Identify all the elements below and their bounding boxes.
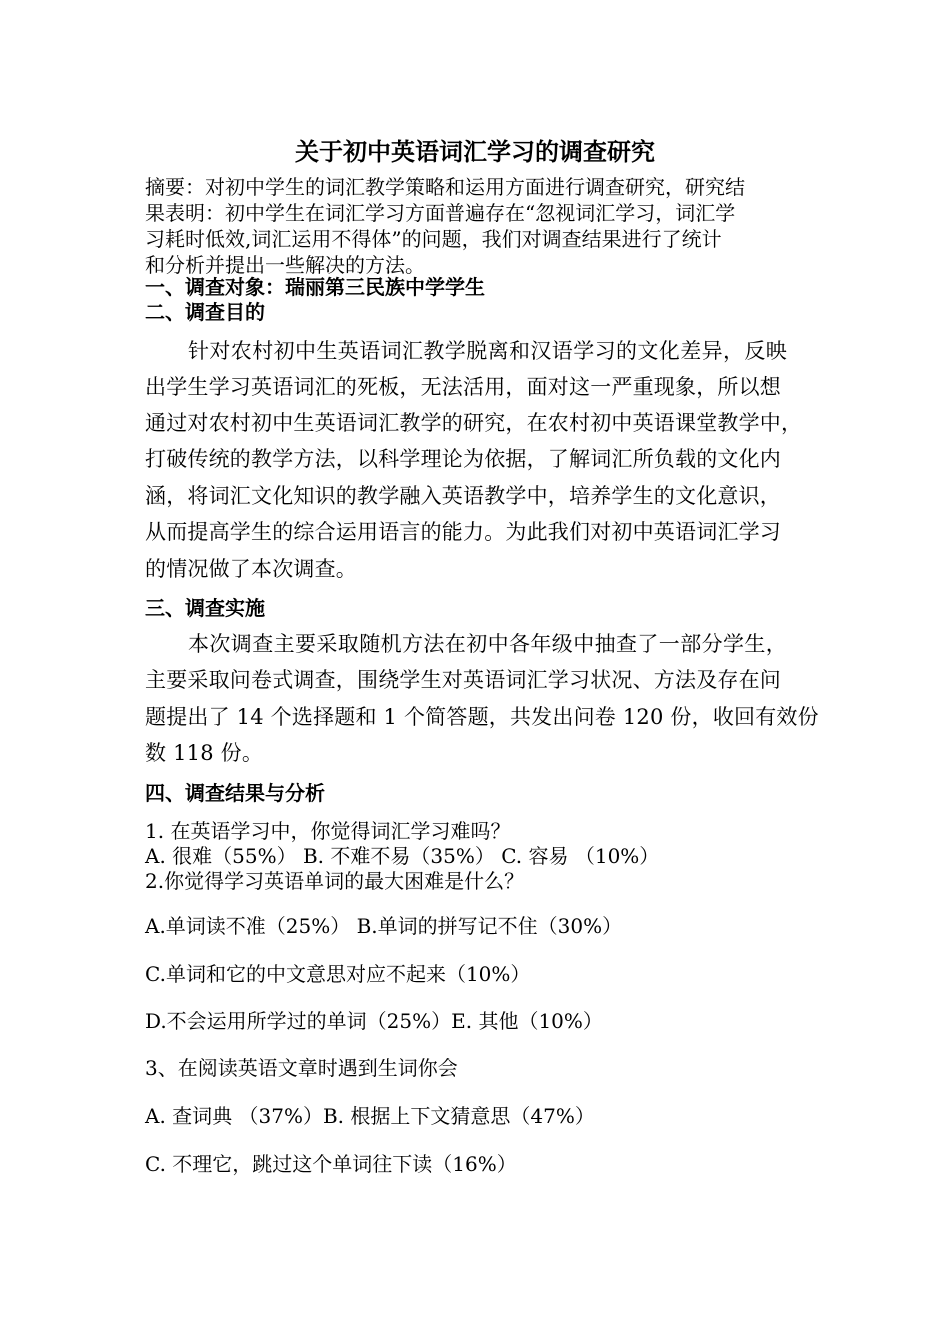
- implementation-paragraph-line: 主要采取问卷式调查，围绕学生对英语词汇学习状况、方法及存在问: [145, 668, 781, 692]
- purpose-paragraph-line: 通过对农村初中生英语词汇教学的研究，在农村初中英语课堂教学中，: [145, 411, 803, 435]
- purpose-paragraph-line: 出学生学习英语词汇的死板，无法活用，面对这一严重现象，所以想: [145, 375, 781, 399]
- purpose-paragraph-line: 针对农村初中生英语词汇教学脱离和汉语学习的文化差异，反映: [188, 339, 788, 363]
- implementation-paragraph-line: 题提出了 14 个选择题和 1 个简答题，共发出问卷 120 份，收回有效份: [145, 705, 819, 729]
- implementation-paragraph-line: 本次调查主要采取随机方法在初中各年级中抽查了一部分学生，: [188, 632, 788, 656]
- question-3-options: A. 查词典 （37%）B. 根据上下文猜意思（47%）: [145, 1104, 595, 1128]
- purpose-paragraph-line: 打破传统的教学方法，以科学理论为依据，了解词汇所负载的文化内: [145, 447, 781, 471]
- abstract-line: 摘要：对初中学生的词汇教学策略和运用方面进行调查研究，研究结: [145, 175, 745, 199]
- question-2-options: A.单词读不准（25%） B.单词的拼写记不住（30%）: [145, 914, 623, 938]
- question-1: 1. 在英语学习中，你觉得词汇学习难吗？: [145, 819, 511, 843]
- purpose-paragraph-line: 的情况做了本次调查。: [145, 557, 357, 581]
- section-heading-purpose: 二、调查目的: [145, 300, 265, 324]
- question-3: 3、在阅读英语文章时遇到生词你会: [145, 1056, 458, 1080]
- question-2: 2.你觉得学习英语单词的最大困难是什么？: [145, 869, 525, 893]
- section-heading-subjects: 一、调查对象：瑞丽第三民族中学学生: [145, 275, 485, 299]
- question-3-options: C. 不理它，跳过这个单词往下读（16%）: [145, 1152, 517, 1176]
- purpose-paragraph-line: 涵，将词汇文化知识的教学融入英语教学中，培养学生的文化意识，: [145, 484, 781, 508]
- abstract-line: 习耗时低效,词汇运用不得体”的问题，我们对调查结果进行了统计: [145, 227, 722, 251]
- implementation-paragraph-line: 数 118 份。: [145, 741, 264, 765]
- section-heading-implementation: 三、调查实施: [145, 596, 265, 620]
- purpose-paragraph-line: 从而提高学生的综合运用语言的能力。为此我们对初中英语词汇学习: [145, 520, 781, 544]
- document-title: 关于初中英语词汇学习的调查研究: [295, 137, 655, 166]
- question-1-options: A. 很难（55%） B. 不难不易（35%） C. 容易 （10%）: [145, 844, 660, 868]
- question-2-options: D.不会运用所学过的单词（25%）E. 其他（10%）: [145, 1009, 603, 1033]
- question-2-options: C.单词和它的中文意思对应不起来（10%）: [145, 962, 531, 986]
- abstract-line: 和分析并提出一些解决的方法。: [145, 253, 425, 277]
- abstract-line: 果表明：初中学生在词汇学习方面普遍存在“忽视词汇学习，词汇学: [145, 201, 736, 225]
- section-heading-results: 四、调查结果与分析: [145, 781, 325, 805]
